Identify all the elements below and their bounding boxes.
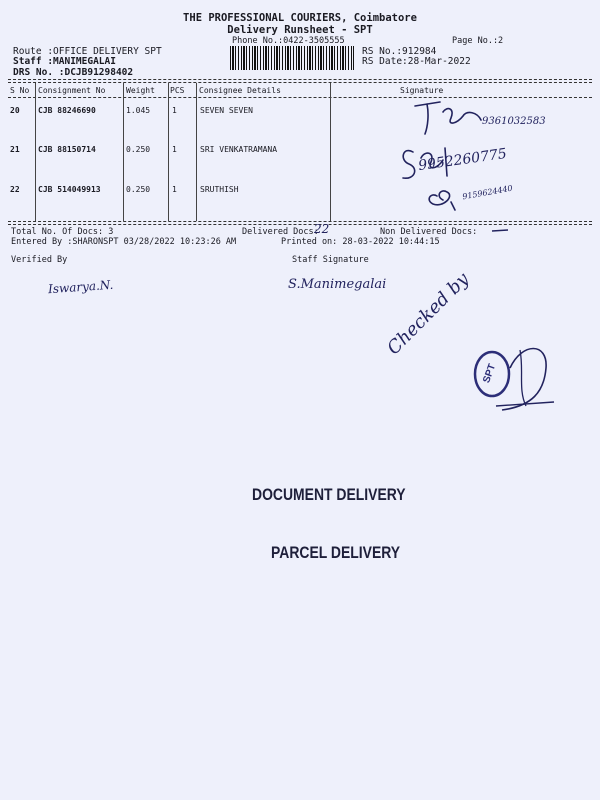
row-consignee: SEVEN SEVEN [200, 106, 253, 115]
drs-number: DRS No. :DCJB91298402 [13, 67, 134, 78]
phone-number: Phone No.:0422-3505555 [232, 36, 345, 46]
row-sno: 20 [10, 106, 20, 115]
company-name: THE PROFESSIONAL COURIERS, Coimbatore [183, 12, 417, 24]
row-sno: 21 [10, 145, 20, 154]
row-consignment: CJB 88246690 [38, 106, 96, 115]
checked-by-note: Checked by [383, 268, 474, 359]
row-consignee: SRI VENKATRAMANA [200, 145, 278, 154]
signature-phone-1: 9361032583 [482, 116, 546, 127]
col-header-signature: Signature [400, 86, 444, 95]
printed-on: Printed on: 28-03-2022 10:44:15 [281, 237, 440, 247]
row-consignee: SRUTHISH [200, 185, 239, 194]
row-consignment: CJB 514049913 [38, 185, 101, 194]
rs-number: RS No.:912984 [362, 46, 437, 57]
row-pcs: 1 [172, 185, 177, 194]
row-sno: 22 [10, 185, 20, 194]
signature-phone-2: 9952260775 [417, 145, 508, 175]
page-number: Page No.:2 [452, 36, 504, 46]
col-header-consignee: Consignee Details [199, 86, 281, 95]
row-consignment: CJB 88150714 [38, 145, 96, 154]
col-header-weight: Weight [126, 86, 155, 95]
verified-by-label: Verified By [11, 255, 68, 265]
table-top-rule-2 [8, 82, 592, 83]
row-weight: 1.045 [126, 106, 151, 115]
delivered-docs-count: 22 [314, 222, 330, 236]
non-delivered-dash [490, 228, 510, 234]
signature-phone-3: 9159624440 [461, 183, 514, 202]
table-bottom-rule-2 [8, 224, 592, 225]
barcode-image [230, 46, 354, 70]
row-weight: 0.250 [126, 185, 151, 194]
document-delivery-stamp: DOCUMENT DELIVERY [252, 485, 406, 504]
entered-by: Entered By :SHARONSPT 03/28/2022 10:23:26 AM [11, 237, 237, 247]
parcel-delivery-stamp: PARCEL DELIVERY [271, 543, 401, 562]
row-weight: 0.250 [126, 145, 151, 154]
total-docs: Total No. Of Docs: 3 [11, 227, 114, 237]
runsheet-title: Delivery Runsheet - SPT [227, 24, 373, 36]
seal-text: SPT [481, 362, 499, 385]
verifier-signature: Iswarya.N. [47, 277, 114, 297]
col-header-consignment: Consignment No [38, 86, 106, 95]
row-pcs: 1 [172, 145, 177, 154]
staff-field: Staff :MANIMEGALAI [13, 56, 116, 67]
delivered-docs-label: Delivered Docs: [242, 227, 319, 237]
spt-seal-stamp [462, 340, 562, 420]
non-delivered-docs-label: Non Delivered Docs: [380, 227, 478, 237]
row-pcs: 1 [172, 106, 177, 115]
table-bottom-rule [8, 221, 592, 222]
col-header-pcs: PCS [170, 86, 185, 95]
staff-signature: S.Manimegalai [288, 277, 387, 292]
rs-date: RS Date:28-Mar-2022 [362, 56, 471, 67]
staff-signature-label: Staff Signature [292, 255, 369, 265]
route-field: Route :OFFICE DELIVERY SPT [13, 46, 162, 57]
col-header-sno: S No [10, 86, 30, 95]
table-top-rule [8, 79, 592, 80]
